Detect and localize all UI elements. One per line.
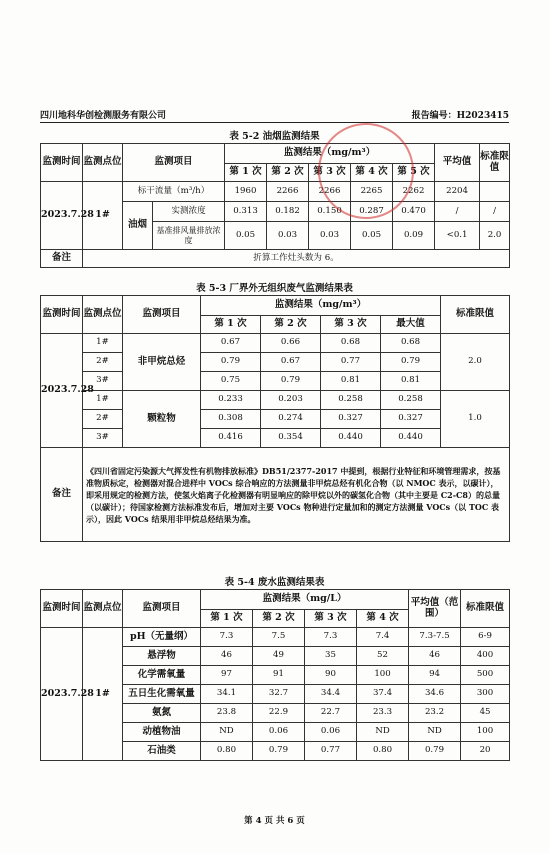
item-cell: 氨氮 xyxy=(123,704,201,723)
avg-cell: 7.3-7.5 xyxy=(409,628,461,647)
point-cell: 1# xyxy=(83,182,123,250)
value-cell: 37.4 xyxy=(357,685,409,704)
value-cell: 0.440 xyxy=(321,429,381,448)
item-cell: 石油类 xyxy=(123,742,201,761)
item-cell: 非甲烷总烃 xyxy=(123,334,201,391)
header-limit: 标准限值 xyxy=(480,144,510,182)
run-header: 第 2 次 xyxy=(261,316,321,334)
value-cell: 49 xyxy=(253,647,305,666)
table-row xyxy=(41,353,510,372)
value-cell: 0.06 xyxy=(305,723,357,742)
point-cell: 1# xyxy=(83,391,123,410)
value-cell: 0.182 xyxy=(267,202,309,222)
table-row xyxy=(41,182,510,202)
value-cell: 0.03 xyxy=(309,222,351,250)
value-cell: 0.67 xyxy=(201,334,261,353)
limit-cell: 6-9 xyxy=(461,628,510,647)
item-cell: 化学需氧量 xyxy=(123,666,201,685)
value-cell: 23.8 xyxy=(201,704,253,723)
note-label: 备注 xyxy=(41,448,83,542)
value-cell: 7.4 xyxy=(357,628,409,647)
item-cell: 基准排风量排放浓度 xyxy=(153,222,225,250)
page-header xyxy=(40,108,509,123)
value-cell: 32.7 xyxy=(253,685,305,704)
value-cell: 0.80 xyxy=(357,742,409,761)
value-cell: 0.440 xyxy=(381,429,441,448)
run-header: 第 1 次 xyxy=(201,316,261,334)
value-cell: 7.5 xyxy=(253,628,305,647)
value-cell: 0.203 xyxy=(261,391,321,410)
point-cell: 1# xyxy=(83,628,123,761)
avg-cell: 46 xyxy=(409,647,461,666)
value-cell: 0.67 xyxy=(261,353,321,372)
value-cell: 0.313 xyxy=(225,202,267,222)
value-cell: 2266 xyxy=(267,182,309,202)
value-cell: 2262 xyxy=(393,182,435,202)
header-time: 监测时间 xyxy=(41,144,83,182)
avg-cell: 34.6 xyxy=(409,685,461,704)
value-cell: 0.150 xyxy=(309,202,351,222)
limit-cell: 1.0 xyxy=(441,391,510,448)
limit-cell: 2.0 xyxy=(441,334,510,391)
item-cell: 颗粒物 xyxy=(123,391,201,448)
avg-cell: 23.2 xyxy=(409,704,461,723)
point-cell: 2# xyxy=(83,353,123,372)
run-header: 最大值 xyxy=(381,316,441,334)
point-cell: 3# xyxy=(83,429,123,448)
header-limit: 标准限值 xyxy=(441,296,510,334)
value-cell: ND xyxy=(201,723,253,742)
limit-cell: 300 xyxy=(461,685,510,704)
table-row xyxy=(41,334,510,353)
header-result: 监测结果（mg/m³） xyxy=(201,296,441,316)
value-cell: 0.470 xyxy=(393,202,435,222)
table-row xyxy=(41,628,510,647)
value-cell: 0.258 xyxy=(321,391,381,410)
limit-cell: 400 xyxy=(461,647,510,666)
item-cell: 标干流量（m³/h） xyxy=(123,182,225,202)
value-cell: 0.327 xyxy=(381,410,441,429)
avg-cell: 0.79 xyxy=(409,742,461,761)
run-header: 第 3 次 xyxy=(321,316,381,334)
run-header: 第 3 次 xyxy=(305,610,357,628)
item-cell: 实测浓度 xyxy=(153,202,225,222)
value-cell: 0.79 xyxy=(201,353,261,372)
value-cell: 22.9 xyxy=(253,704,305,723)
value-cell: 7.3 xyxy=(201,628,253,647)
avg-cell: ND xyxy=(409,723,461,742)
item-cell: 悬浮物 xyxy=(123,647,201,666)
table-5-3 xyxy=(40,295,510,542)
page-number: 第 4 页 共 6 页 xyxy=(244,816,305,826)
header-limit: 标准限值 xyxy=(461,590,510,628)
header-point: 监测点位 xyxy=(83,296,123,334)
limit-cell: 20 xyxy=(461,742,510,761)
value-cell: 0.77 xyxy=(321,353,381,372)
value-cell: 0.308 xyxy=(201,410,261,429)
value-cell: 0.258 xyxy=(381,391,441,410)
value-cell: 0.233 xyxy=(201,391,261,410)
value-cell: 46 xyxy=(201,647,253,666)
value-cell: 7.3 xyxy=(305,628,357,647)
item-cell: pH（无量纲） xyxy=(123,628,201,647)
header-point: 监测点位 xyxy=(83,144,123,182)
point-cell: 1# xyxy=(83,334,123,353)
table-row xyxy=(41,391,510,410)
value-cell: 0.66 xyxy=(261,334,321,353)
value-cell: 0.327 xyxy=(321,410,381,429)
limit-cell: / xyxy=(480,202,510,222)
avg-cell: / xyxy=(435,202,480,222)
run-header: 第 3 次 xyxy=(309,164,351,182)
value-cell: 0.68 xyxy=(381,334,441,353)
note-text: 折算工作灶头数为 6。 xyxy=(83,250,510,268)
report-number: 报告编号：H2023415 xyxy=(411,111,509,121)
value-cell: 0.287 xyxy=(351,202,393,222)
value-cell: 23.3 xyxy=(357,704,409,723)
header-item: 监测项目 xyxy=(123,144,225,182)
value-cell: 2265 xyxy=(351,182,393,202)
value-cell: 0.80 xyxy=(201,742,253,761)
value-cell: 0.81 xyxy=(321,372,381,391)
value-cell: 0.79 xyxy=(261,372,321,391)
header-point: 监测点位 xyxy=(83,590,123,628)
value-cell: 22.7 xyxy=(305,704,357,723)
run-header: 第 5 次 xyxy=(393,164,435,182)
limit-cell: 45 xyxy=(461,704,510,723)
value-cell: 0.79 xyxy=(253,742,305,761)
value-cell: 0.06 xyxy=(253,723,305,742)
date-cell: 2023.7.28 xyxy=(41,182,83,250)
run-header: 第 2 次 xyxy=(253,610,305,628)
header-time: 监测时间 xyxy=(41,296,83,334)
item-cell: 动植物油 xyxy=(123,723,201,742)
table-row xyxy=(41,429,510,448)
value-cell: 0.77 xyxy=(305,742,357,761)
table-5-4 xyxy=(40,589,510,761)
run-header: 第 4 次 xyxy=(351,164,393,182)
header-time: 监测时间 xyxy=(41,590,83,628)
table-5-2 xyxy=(40,143,510,268)
group-cell: 油烟 xyxy=(123,202,153,250)
value-cell: 100 xyxy=(357,666,409,685)
value-cell: 0.68 xyxy=(321,334,381,353)
value-cell: 1960 xyxy=(225,182,267,202)
value-cell: 90 xyxy=(305,666,357,685)
value-cell: 0.274 xyxy=(261,410,321,429)
value-cell: 0.03 xyxy=(267,222,309,250)
value-cell: 0.416 xyxy=(201,429,261,448)
value-cell: 35 xyxy=(305,647,357,666)
run-header: 第 1 次 xyxy=(225,164,267,182)
value-cell: 0.75 xyxy=(201,372,261,391)
table-row xyxy=(41,372,510,391)
value-cell: 97 xyxy=(201,666,253,685)
run-header: 第 1 次 xyxy=(201,610,253,628)
limit-cell xyxy=(480,182,510,202)
value-cell: 34.1 xyxy=(201,685,253,704)
date-cell: 2023.7.28 xyxy=(41,334,83,448)
value-cell: 91 xyxy=(253,666,305,685)
limit-cell: 500 xyxy=(461,666,510,685)
note-label: 备注 xyxy=(41,250,83,268)
value-cell: 0.05 xyxy=(225,222,267,250)
value-cell: 0.05 xyxy=(351,222,393,250)
table-row xyxy=(41,410,510,429)
limit-cell: 2.0 xyxy=(480,222,510,250)
value-cell: 2266 xyxy=(309,182,351,202)
table-5-4-caption: 表 5-4 废水监测结果表 xyxy=(224,577,325,588)
date-cell: 2023.7.28 xyxy=(41,628,83,761)
value-cell: 52 xyxy=(357,647,409,666)
avg-cell: 94 xyxy=(409,666,461,685)
note-text: 《四川省固定污染源大气挥发性有机物排放标准》DB51/2377-2017 中提到，根据行业特征和环境管理需求，按基准物质标定，检测器对混合进样中 VOCs 综合响应的方法测量非甲烷总烃有机化合物（以 NMOC 表示，以碳计），即采用规定的检测方法，使氢火焰离子化检测器有明显响应的除甲烷以外的碳氢化合物（其中主要是 C2-C8）的总量（以碳计）；待国家检测方法标准发布后，增加对主要 VOCs 物种进行定量加和的测定方法测量 VOCs（以 TOC 表示），因此 VOCs 结果用非甲烷总烃结果为准。 xyxy=(83,448,510,542)
avg-cell: <0.1 xyxy=(435,222,480,250)
run-header: 第 4 次 xyxy=(357,610,409,628)
header-result: 监测结果（mg/m³） xyxy=(225,144,435,164)
header-avg: 平均值（范围） xyxy=(409,590,461,628)
header-result: 监测结果（mg/L） xyxy=(201,590,409,610)
company-name: 四川地科华创检测服务有限公司 xyxy=(40,111,167,121)
point-cell: 2# xyxy=(83,410,123,429)
point-cell: 3# xyxy=(83,372,123,391)
header-item: 监测项目 xyxy=(123,296,201,334)
table-5-2-caption: 表 5-2 油烟监测结果 xyxy=(229,131,320,142)
item-cell: 五日生化需氧量 xyxy=(123,685,201,704)
header-avg: 平均值 xyxy=(435,144,480,182)
limit-cell: 100 xyxy=(461,723,510,742)
value-cell: 34.4 xyxy=(305,685,357,704)
value-cell: 0.81 xyxy=(381,372,441,391)
value-cell: 0.79 xyxy=(381,353,441,372)
note-row xyxy=(41,250,510,268)
value-cell: 0.09 xyxy=(393,222,435,250)
avg-cell: 2204 xyxy=(435,182,480,202)
run-header: 第 2 次 xyxy=(267,164,309,182)
value-cell: 0.354 xyxy=(261,429,321,448)
value-cell: ND xyxy=(357,723,409,742)
header-item: 监测项目 xyxy=(123,590,201,628)
note-row xyxy=(41,448,510,542)
table-5-3-caption: 表 5-3 厂界外无组织废气监测结果表 xyxy=(196,283,353,294)
